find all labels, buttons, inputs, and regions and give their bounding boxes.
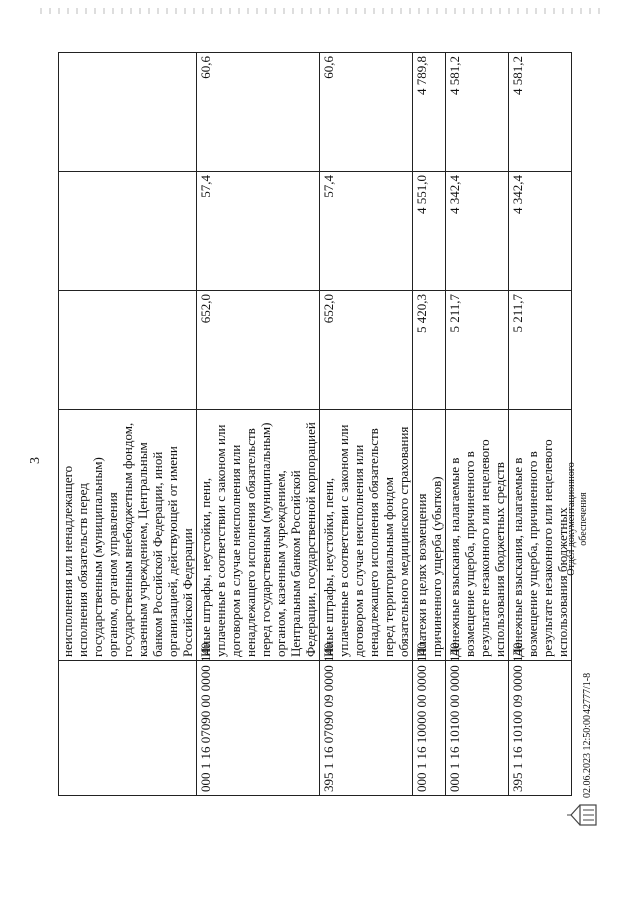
table-body — [59, 53, 572, 796]
row-value-1: 652,0 — [197, 291, 320, 410]
page-number: 3 — [28, 457, 43, 464]
row-value-3: 60,6 — [197, 53, 320, 172]
row-value-2: 4 342,4 — [509, 172, 572, 291]
row-code: 000 1 16 07090 00 0000 140 — [197, 661, 320, 796]
row-value-1: 5 211,7 — [509, 291, 572, 410]
row-name: Денежные взыскания, налагаемые в возмещение ущерба, причиненного в результате незаконного или нецелевого использования бюджетных — [509, 410, 572, 661]
row-value-3: 4 789,8 — [413, 53, 446, 172]
row-name: Иные штрафы, неустойки, пени, уплаченные в соответствии с законом или договором в случае неисполнения или ненадлежащего исполнения обязательств перед государственным (муниципальным) органом, казенным учреждением, Центральным банком Российской Федерации, государственной корпорацией — [197, 410, 320, 661]
emblem-seal-icon — [566, 802, 600, 828]
row-value-2 — [59, 172, 197, 291]
footer-department: Отдел документационного обеспечения — [566, 462, 589, 576]
row-code: 395 1 16 07090 09 0000 140 — [320, 661, 413, 796]
row-value-3 — [59, 53, 197, 172]
table-row — [59, 53, 197, 796]
row-value-1 — [59, 291, 197, 410]
row-code — [59, 661, 197, 796]
row-value-2: 57,4 — [320, 172, 413, 291]
scan-artifact-edge — [40, 8, 600, 14]
budget-revenue-table — [58, 52, 572, 796]
row-value-1: 5 211,7 — [446, 291, 509, 410]
row-value-2: 4 342,4 — [446, 172, 509, 291]
table-row — [197, 53, 320, 796]
table-row — [446, 53, 509, 796]
table-row — [509, 53, 572, 796]
row-value-3: 4 581,2 — [509, 53, 572, 172]
row-value-3: 4 581,2 — [446, 53, 509, 172]
row-code: 000 1 16 10000 00 0000 140 — [413, 661, 446, 796]
row-value-2: 57,4 — [197, 172, 320, 291]
row-code: 000 1 16 10100 00 0000 140 — [446, 661, 509, 796]
footer-date: 02.06.2023 12:50:00 — [582, 714, 593, 798]
row-name: неисполнения или ненадлежащего исполнения обязательств перед государственным (муниципальным) органом, органом управления государственным внебюджетным фондом, казенным учреждением, Центральным банком Российской Федерации, иной организацией, действующей от имени Российской Федерации — [59, 410, 197, 661]
row-name: Платежи в целях возмещения причиненного ущерба (убытков) — [413, 410, 446, 661]
row-value-1: 5 420,3 — [413, 291, 446, 410]
row-name: Денежные взыскания, налагаемые в возмещение ущерба, причиненного в результате незаконного или нецелевого использования бюджетных средств — [446, 410, 509, 661]
footer-doc-number: 42777/1-8 — [582, 672, 593, 714]
row-code: 395 1 16 10100 09 0000 140 — [509, 661, 572, 796]
table-row — [413, 53, 446, 796]
row-name: Иные штрафы, неустойки, пени, уплаченные в соответствии с законом или договором в случае неисполнения или ненадлежащего исполнения обязательств перед территориальным фондом обязательного медицинского страхования — [320, 410, 413, 661]
row-value-3: 60,6 — [320, 53, 413, 172]
table-row — [320, 53, 413, 796]
row-value-1: 652,0 — [320, 291, 413, 410]
row-value-2: 4 551,0 — [413, 172, 446, 291]
